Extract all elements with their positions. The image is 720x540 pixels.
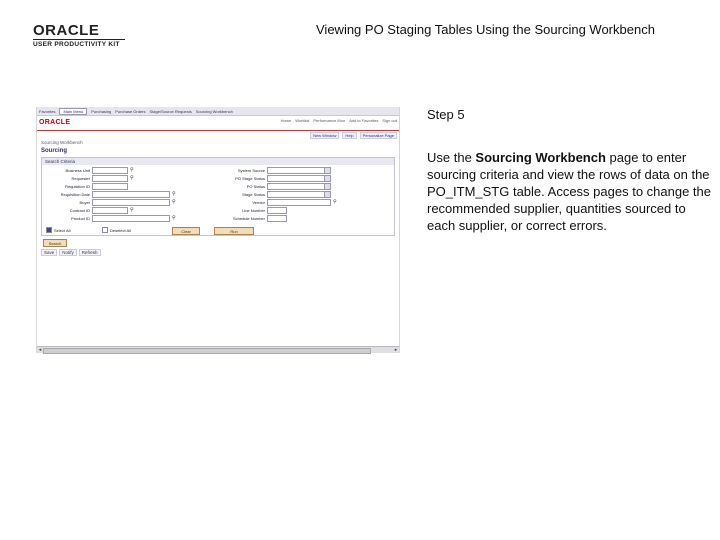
select-all-label: Select All [54, 227, 71, 233]
field-label: Contract ID [69, 207, 90, 213]
system-source-select[interactable] [267, 167, 331, 174]
nav-favorites[interactable]: Favorites [39, 108, 56, 114]
field-vendor [217, 199, 337, 205]
field-po-stage-status [217, 175, 331, 181]
field-label: PO Status [246, 183, 265, 189]
field-requisition-id [42, 183, 128, 189]
field-label: Stage Status [242, 191, 265, 197]
step-label: Step 5 [427, 107, 465, 122]
run-button[interactable]: Run [214, 227, 254, 235]
field-product-id [42, 215, 176, 221]
nav-purchasing[interactable]: Purchasing [91, 108, 112, 114]
horizontal-scrollbar[interactable] [37, 346, 399, 353]
product-id-input[interactable] [92, 215, 170, 222]
oracle-upk-logo [33, 23, 125, 48]
link-help[interactable]: Help [342, 132, 356, 139]
requisition-id-input[interactable] [92, 183, 128, 190]
field-system-source [217, 167, 331, 173]
desc-prefix: Use the [427, 150, 476, 165]
menu-bar [37, 107, 399, 116]
scroll-thumb[interactable] [43, 348, 371, 354]
options-row [42, 226, 394, 235]
field-requisition-date [42, 191, 176, 197]
field-label: Schedule Number [232, 215, 265, 221]
logo-subtitle: USER PRODUCTIVITY KIT [33, 39, 125, 48]
desc-suffix: page to enter sourcing criteria and view the rows of data on the PO_ITM_STG table. Access pages to change the recommended supplier, quantities sourced to each supplier, or correct errors. [427, 150, 711, 233]
screenshot-thumbnail [36, 107, 400, 353]
stage-status-select[interactable] [267, 191, 331, 198]
scroll-left-icon[interactable]: ◂ [38, 347, 42, 353]
field-label: Product ID [71, 215, 90, 221]
nav-main-menu[interactable]: Main Menu [59, 108, 87, 115]
nav-stage-source[interactable]: Stage/Source Requests [149, 108, 192, 114]
criteria-grid [42, 165, 394, 225]
search-criteria-panel [41, 157, 395, 236]
action-toolbar [41, 249, 395, 256]
refresh-button[interactable]: Refresh [79, 249, 101, 256]
buyer-input[interactable] [92, 199, 170, 206]
lookup-icon[interactable]: ⚲ [172, 215, 176, 221]
field-requester [42, 175, 134, 181]
notify-button[interactable]: Notify [59, 249, 77, 256]
link-add-favorites[interactable]: Add to Favorites [349, 118, 379, 123]
field-po-status [217, 183, 331, 189]
select-all-checkbox[interactable] [46, 227, 52, 233]
lookup-icon[interactable]: ⚲ [130, 175, 134, 181]
field-label: Vendor [252, 199, 265, 205]
top-links [281, 118, 397, 123]
po-status-select[interactable] [267, 183, 331, 190]
link-home[interactable]: Home [280, 118, 292, 123]
link-personalize[interactable]: Personalize Page [360, 132, 397, 139]
scroll-right-icon[interactable]: ▸ [394, 347, 398, 353]
search-button[interactable]: Search [43, 239, 67, 247]
po-stage-status-select[interactable] [267, 175, 331, 182]
link-sign-out[interactable]: Sign out [382, 118, 397, 123]
schedule-number-input[interactable] [267, 215, 287, 222]
field-label: Requisition Date [60, 191, 90, 197]
field-line-number [217, 207, 287, 213]
save-button[interactable]: Save [41, 249, 57, 256]
link-performance[interactable]: Performance Mon [313, 118, 346, 123]
lookup-icon[interactable]: ⚲ [333, 199, 337, 205]
field-buyer [42, 199, 176, 205]
clear-button[interactable]: Clear [172, 227, 200, 235]
page-title: Viewing PO Staging Tables Using the Sourcing Workbench [316, 22, 655, 37]
nav-purchase-orders[interactable]: Purchase Orders [115, 108, 146, 114]
deselect-all-checkbox[interactable] [102, 227, 108, 233]
field-stage-status [217, 191, 331, 197]
line-number-input[interactable] [267, 207, 287, 214]
link-new-window[interactable]: New Window [310, 132, 339, 139]
sourcing-heading: Sourcing [41, 148, 68, 154]
step-description [427, 149, 712, 234]
contract-id-input[interactable] [92, 207, 128, 214]
lookup-icon[interactable]: ⚲ [130, 207, 134, 213]
link-worklist[interactable]: Worklist [295, 118, 310, 123]
requisition-date-input[interactable] [92, 191, 170, 198]
deselect-all-label: Deselect All [110, 227, 131, 233]
logo-oracle-text: ORACLE [33, 22, 100, 39]
desc-bold: Sourcing Workbench [475, 150, 606, 165]
field-label: Requester [71, 175, 90, 181]
brand-bar [37, 116, 399, 131]
business-unit-input[interactable] [92, 167, 128, 174]
field-schedule-number [217, 215, 287, 221]
vendor-input[interactable] [267, 199, 331, 206]
sub-bar [37, 131, 399, 139]
requester-input[interactable] [92, 175, 128, 182]
lookup-icon[interactable]: ⚲ [172, 191, 176, 197]
deselect-all-option[interactable] [102, 227, 131, 233]
select-all-option[interactable] [46, 227, 70, 233]
field-label: System Source [237, 167, 265, 173]
lookup-icon[interactable]: ⚲ [130, 167, 134, 173]
field-contract-id [42, 207, 134, 213]
field-label: Buyer [79, 199, 90, 205]
field-label: PO Stage Status [235, 175, 265, 181]
nav-sourcing-workbench[interactable]: Sourcing Workbench [195, 108, 233, 114]
field-label: Business Unit [65, 167, 90, 173]
oracle-logo: ORACLE [39, 119, 71, 126]
breadcrumb: Sourcing Workbench [41, 140, 83, 145]
field-label: Requisition ID [65, 183, 90, 189]
field-label: Line Number [242, 207, 265, 213]
lookup-icon[interactable]: ⚲ [172, 199, 176, 205]
field-business-unit [42, 167, 134, 173]
panel-header[interactable]: Search Criteria [42, 158, 394, 165]
